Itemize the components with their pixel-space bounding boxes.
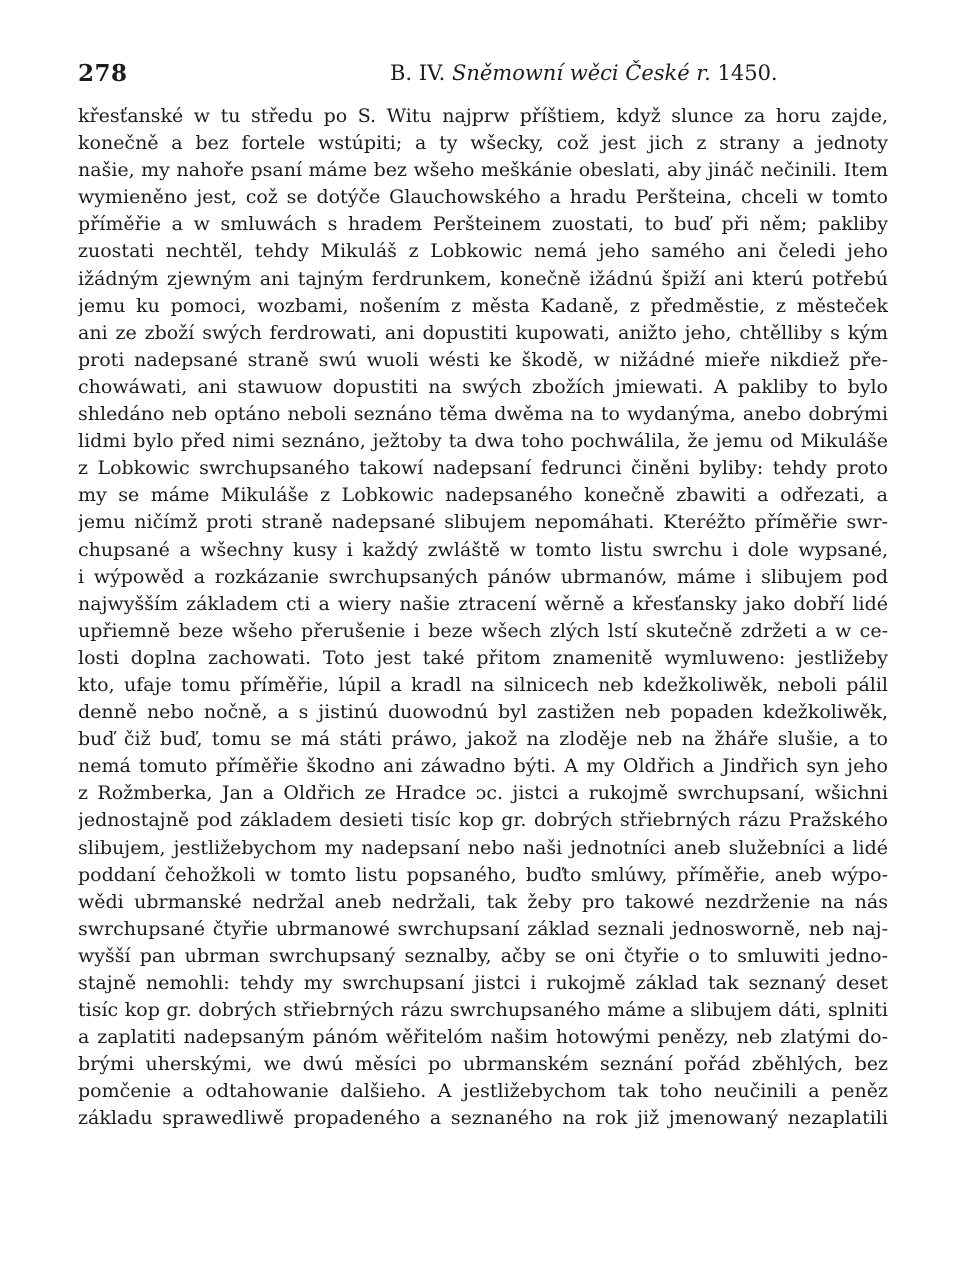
text-line: kto, ufaje tomu příměřie, lúpil a kradl na silnicech neb kdežkoliwěk, neboli pálil [78, 673, 888, 696]
text-line: konečně a bez fortele wstúpiti; a ty wšecky, což jest jich z strany a jednoty [78, 132, 888, 155]
text-line: wymieněno jest, což se dotýče Glauchowského a hradu Peršteina, chceli w tomto [78, 186, 888, 209]
text-line: a zaplatiti nadepsaným pánóm wěřitelóm našim hotowými penězy, neb zlatými do- [78, 1026, 888, 1049]
text-line: buď čiž buď, tomu se má státi práwo, jakož na zloděje neb na žháře slušie, a to [78, 728, 888, 751]
text-line: nemá tomuto příměřie škodno ani záwadno býti. A my Oldřich a Jindřich syn jeho [78, 755, 888, 778]
page-number: 278 [78, 60, 128, 87]
text-line: slibujem, jestližebychom my nadepsaní nebo naši jednotníci aneb služebníci a lidé [78, 836, 888, 859]
running-head-prefix: B. IV. [390, 61, 446, 85]
body-text [78, 103, 888, 1133]
running-head-title: Sněmowní wěci České r. [451, 61, 711, 85]
text-line: my se máme Mikuláše z Lobkowic nadepsaného konečně zbawiti a odřezati, a [78, 484, 888, 507]
running-head [390, 61, 778, 85]
text-line: losti doplna zachowati. Toto jest také přitom znamenitě wymluweno: jestližeby [78, 646, 888, 669]
running-head-year: 1450. [717, 61, 778, 85]
text-line: příměřie a w smluwách s hradem Peršteinem zuostati, to buď při něm; pakliby [78, 213, 888, 236]
text-line: pomčenie a odtahowanie dalšieho. A jestližebychom tak toho neučinili a peněz [78, 1080, 888, 1103]
text-line: našie, my nahoře psaní máme bez wšeho meškánie obeslati, aby jináč nečinili. Item [78, 159, 888, 182]
text-line: najwyšším základem cti a wiery našie ztracení wěrně a křesťansky jako dobří lidé [78, 592, 888, 615]
text-line: základu sprawedliwě propadeného a seznaného na rok již jmenowaný nezaplatili [78, 1107, 888, 1130]
text-line: zuostati nechtěl, tehdy Mikuláš z Lobkowic nemá jeho samého ani čeledi jeho [78, 240, 888, 263]
text-line: ani ze zboží swých ferdrowati, ani dopustiti kupowati, anižto jeho, chtělliby s kým [78, 321, 888, 344]
text-line: jemu ku pomoci, wozbami, nošením z města Kadaně, z předměstie, z městeček [78, 294, 888, 317]
text-line: jemu ničímž proti straně nadepsané slibujem nepomáhati. Kteréžto příměřie swr- [78, 511, 888, 534]
text-line: chowáwati, ani stawuow dopustiti na swých zbožích jmiewati. A pakliby to bylo [78, 375, 888, 398]
text-line: ižádným zjewným ani tajným ferdrunkem, konečně ižádnú špiží ani kterú potřebú [78, 267, 888, 290]
text-line: proti nadepsané straně swú wuoli wésti ke škodě, w nižádné mieře nikdiež pře- [78, 348, 888, 371]
text-line: tisíc kop gr. dobrých střiebrných rázu swrchupsaného máme a slibujem dáti, splniti [78, 999, 888, 1022]
text-line: chupsané a wšechny kusy i každý zwláště w tomto listu swrchu i dole wypsané, [78, 538, 888, 561]
text-line: shledáno neb optáno neboli seznáno těma dwěma na to wydanýma, anebo dobrými [78, 403, 888, 426]
text-line: denně nebo nočně, a s jistinú duowodnú byl zastižen neb popaden kdežkoliwěk, [78, 701, 888, 724]
text-line: poddaní čehožkoli w tomto listu popsaného, buďto smlúwy, příměřie, aneb wýpo- [78, 863, 888, 886]
text-line: swrchupsané čtyřie ubrmanowé swrchupsaní základ seznali jednosworně, neb naj- [78, 917, 888, 940]
text-line: wyšší pan ubrman swrchupsaný seznalby, ačby se oni čtyřie o to smluwiti jedno- [78, 944, 888, 967]
text-line: křesťanské w tu středu po S. Witu najprw příštiem, když slunce za horu zajde, [78, 105, 888, 127]
text-line: lidmi bylo před nimi seznáno, ježtoby ta dwa toho pochwálila, že jemu od Mikuláše [78, 430, 888, 453]
text-line: upřiemně beze wšeho přerušenie i beze wšech zlých lstí skutečně zdržeti a w ce- [78, 619, 888, 642]
page-header [78, 60, 888, 92]
text-line: z Lobkowic swrchupsaného takowí nadepsaní fedrunci činěni byliby: tehdy proto [78, 457, 888, 480]
text-line: brými uherskými, we dwú měsíci po ubrmanském seznání pořád zběhlých, bez [78, 1053, 888, 1076]
text-line: jednostajně pod základem desieti tisíc kop gr. dobrých střiebrných rázu Pražského [78, 809, 888, 832]
text-line: stajně nemohli: tehdy my swrchupsaní jistci i rukojmě základ tak seznaný deset [78, 972, 888, 994]
text-line: wědi ubrmanské nedržal aneb nedržali, tak žeby pro takowé nezdrženie na nás [78, 890, 888, 913]
text-line: i wýpowěd a rozkázanie swrchupsaných pánów ubrmanów, máme i slibujem pod [78, 565, 888, 588]
text-line: z Rožmberka, Jan a Oldřich ze Hradce ᴐc. jistci a rukojmě swrchupsaní, wšichni [78, 782, 888, 805]
